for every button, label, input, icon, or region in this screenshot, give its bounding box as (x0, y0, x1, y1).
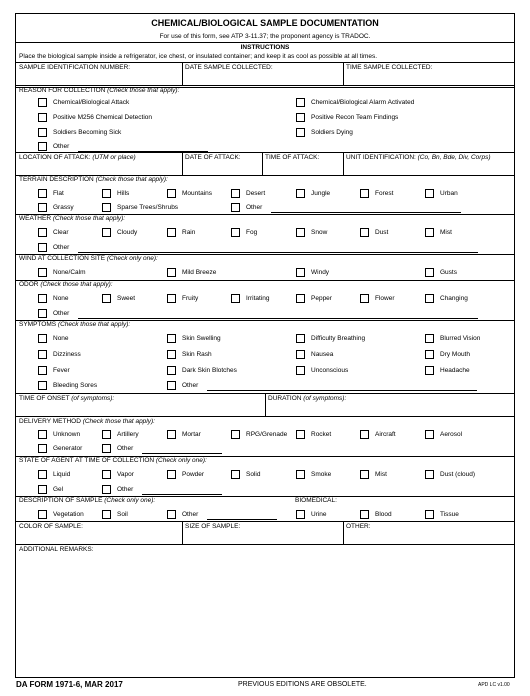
odor-irritating-label: Irritating (246, 295, 270, 302)
duration-label: DURATION (of symptoms): (268, 395, 347, 402)
reason-positive-recon-team-findings-checkbox[interactable] (296, 113, 305, 122)
symptoms-unconscious-checkbox[interactable] (296, 366, 305, 375)
state-mist-checkbox[interactable] (360, 470, 369, 479)
symptoms-unconscious-label: Unconscious (311, 367, 349, 374)
description-vegetation-checkbox[interactable] (38, 510, 47, 519)
time-onset-label: TIME OF ONSET (of symptoms): (19, 395, 115, 402)
reason-positive-m256-chemical-detection-checkbox[interactable] (38, 113, 47, 122)
odor-changing-label: Changing (440, 295, 468, 302)
odor-sweet-checkbox[interactable] (102, 294, 111, 303)
symptoms-blurred-vision-label: Blurred Vision (440, 335, 481, 342)
delivery-unknown-checkbox[interactable] (38, 430, 47, 439)
description-section-label: DESCRIPTION OF SAMPLE (Check only one): (19, 497, 156, 504)
delivery-rocket-label: Rocket (311, 431, 332, 438)
delivery-artillery-checkbox[interactable] (102, 430, 111, 439)
state-gel-label: Gel (53, 486, 64, 493)
state-other-checkbox[interactable] (102, 485, 111, 494)
weather-other-label: Other (53, 244, 70, 251)
color-sample-label: COLOR OF SAMPLE: (19, 523, 83, 530)
terrain-forest-label: Forest (375, 190, 394, 197)
symptoms-none-label: None (53, 335, 69, 342)
odor-flower-label: Flower (375, 295, 395, 302)
reason-positive-m256-chemical-detection-label: Positive M256 Chemical Detection (53, 114, 152, 121)
biomedical-urine-label: Urine (311, 511, 327, 518)
state-liquid-checkbox[interactable] (38, 470, 47, 479)
state-other-label: Other (117, 486, 134, 493)
odor-pepper-label: Pepper (311, 295, 332, 302)
reason-soldiers-becoming-sick-label: Soldiers Becoming Sick (53, 129, 122, 136)
delivery-generator-label: Generator (53, 445, 83, 452)
reason-soldiers-dying-checkbox[interactable] (296, 128, 305, 137)
size-sample-label: SIZE OF SAMPLE: (185, 523, 241, 530)
state-dust-cloud-label: Dust (cloud) (440, 471, 476, 478)
terrain-urban-label: Urban (440, 190, 458, 197)
terrain-desert-checkbox[interactable] (231, 189, 240, 198)
terrain-mountains-label: Mountains (182, 190, 212, 197)
description-other-checkbox[interactable] (167, 510, 176, 519)
terrain-section-label: TERRAIN DESCRIPTION (Check those that apply): (19, 176, 168, 183)
odor-other-line[interactable] (78, 318, 478, 319)
wind-gusts-label: Gusts (440, 269, 457, 276)
terrain-flat-checkbox[interactable] (38, 189, 47, 198)
wind-windy-checkbox[interactable] (296, 268, 305, 277)
symptoms-difficulty-breathing-label: Difficulty Breathing (311, 335, 366, 342)
terrain-jungle-label: Jungle (311, 190, 331, 197)
odor-fruity-label: Fruity (182, 295, 199, 302)
reason-other-checkbox[interactable] (38, 142, 47, 151)
delivery-mortar-label: Mortar (182, 431, 201, 438)
state-mist-label: Mist (375, 471, 387, 478)
weather-clear-label: Clear (53, 229, 69, 236)
other-label: OTHER: (346, 523, 371, 530)
wind-section-label: WIND AT COLLECTION SITE (Check only one): (19, 255, 158, 262)
symptoms-dizziness-checkbox[interactable] (38, 350, 47, 359)
terrain-other-checkbox[interactable] (231, 203, 240, 212)
terrain-jungle-checkbox[interactable] (296, 189, 305, 198)
symptoms-dry-mouth-checkbox[interactable] (425, 350, 434, 359)
weather-rain-checkbox[interactable] (167, 228, 176, 237)
symptoms-headache-checkbox[interactable] (425, 366, 434, 375)
delivery-aircraft-label: Aircraft (375, 431, 396, 438)
instructions-text: Place the biological sample inside a refrigerator, ice chest, or insulated container; and keep it as cool as possible at all times. (19, 53, 378, 60)
biomedical-label: BIOMEDICAL: (295, 497, 337, 504)
terrain-grassy-label: Grassy (53, 204, 74, 211)
symptoms-nausea-label: Nausea (311, 351, 334, 358)
symptoms-other-checkbox[interactable] (167, 381, 176, 390)
symptoms-skin-rash-checkbox[interactable] (167, 350, 176, 359)
odor-pepper-checkbox[interactable] (296, 294, 305, 303)
symptoms-skin-swelling-label: Skin Swelling (182, 335, 221, 342)
description-soil-checkbox[interactable] (102, 510, 111, 519)
weather-fog-label: Fog (246, 229, 258, 236)
delivery-rocket-checkbox[interactable] (296, 430, 305, 439)
biomedical-tissue-checkbox[interactable] (425, 510, 434, 519)
symptoms-section-label: SYMPTOMS (Check those that apply): (19, 321, 131, 328)
form-subtitle: For use of this form, see ATP 3-11.37; the proponent agency is TRADOC. (159, 33, 371, 40)
description-vegetation-label: Vegetation (53, 511, 84, 518)
symptoms-skin-swelling-checkbox[interactable] (167, 334, 176, 343)
reason-other-label: Other (53, 143, 70, 150)
symptoms-dark-skin-blotches-label: Dark Skin Blotches (182, 367, 237, 374)
delivery-aerosol-label: Aerosol (440, 431, 463, 438)
time-attack-label: TIME OF ATTACK: (265, 154, 320, 161)
wind-mild-breeze-checkbox[interactable] (167, 268, 176, 277)
terrain-desert-label: Desert (246, 190, 266, 197)
odor-other-label: Other (53, 310, 70, 317)
terrain-urban-checkbox[interactable] (425, 189, 434, 198)
weather-dust-label: Dust (375, 229, 389, 236)
terrain-flat-label: Flat (53, 190, 64, 197)
symptoms-difficulty-breathing-checkbox[interactable] (296, 334, 305, 343)
weather-other-line[interactable] (78, 252, 478, 253)
symptoms-dark-skin-blotches-checkbox[interactable] (167, 366, 176, 375)
terrain-hills-label: Hills (117, 190, 130, 197)
state-other-line[interactable] (142, 494, 222, 495)
symptoms-dizziness-label: Dizziness (53, 351, 81, 358)
terrain-hills-checkbox[interactable] (102, 189, 111, 198)
sample-id-label: SAMPLE IDENTIFICATION NUMBER: (19, 64, 131, 71)
odor-fruity-checkbox[interactable] (167, 294, 176, 303)
biomedical-urine-checkbox[interactable] (296, 510, 305, 519)
weather-cloudy-label: Cloudy (117, 229, 138, 236)
instructions-heading: INSTRUCTIONS (240, 44, 290, 51)
state-vapor-label: Vapor (117, 471, 134, 478)
terrain-other-line[interactable] (271, 212, 461, 213)
state-powder-checkbox[interactable] (167, 470, 176, 479)
state-powder-label: Powder (182, 471, 205, 478)
symptoms-bleeding-sores-label: Bleeding Sores (53, 382, 98, 389)
odor-none-label: None (53, 295, 69, 302)
terrain-grassy-checkbox[interactable] (38, 203, 47, 212)
reason-chemical-biological-attack-label: Chemical/Biological Attack (53, 99, 130, 106)
form-id: DA FORM 1971-6, MAR 2017 (16, 680, 123, 689)
state-smoke-label: Smoke (311, 471, 332, 478)
symptoms-fever-label: Fever (53, 367, 70, 374)
symptoms-fever-checkbox[interactable] (38, 366, 47, 375)
state-gel-checkbox[interactable] (38, 485, 47, 494)
terrain-forest-checkbox[interactable] (360, 189, 369, 198)
weather-mist-checkbox[interactable] (425, 228, 434, 237)
delivery-other-checkbox[interactable] (102, 444, 111, 453)
terrain-other-label: Other (246, 204, 263, 211)
odor-none-checkbox[interactable] (38, 294, 47, 303)
weather-dust-checkbox[interactable] (360, 228, 369, 237)
odor-changing-checkbox[interactable] (425, 294, 434, 303)
sample-documentation-form (15, 13, 515, 678)
delivery-unknown-label: Unknown (53, 431, 81, 438)
delivery-section-label: DELIVERY METHOD (Check those that apply): (19, 418, 155, 425)
description-soil-label: Soil (117, 511, 128, 518)
weather-snow-checkbox[interactable] (296, 228, 305, 237)
delivery-rpg-grenade-label: RPG/Grenade (246, 431, 288, 438)
weather-rain-label: Rain (182, 229, 196, 236)
delivery-rpg-grenade-checkbox[interactable] (231, 430, 240, 439)
terrain-mountains-checkbox[interactable] (167, 189, 176, 198)
symptoms-other-label: Other (182, 382, 199, 389)
symptoms-dry-mouth-label: Dry Mouth (440, 351, 470, 358)
weather-section-label: WEATHER (Check those that apply): (19, 215, 126, 222)
weather-fog-checkbox[interactable] (231, 228, 240, 237)
symptoms-nausea-checkbox[interactable] (296, 350, 305, 359)
reason-chemical-biological-alarm-activated-label: Chemical/Biological Alarm Activated (311, 99, 415, 106)
symptoms-skin-rash-label: Skin Rash (182, 351, 212, 358)
state-dust-cloud-checkbox[interactable] (425, 470, 434, 479)
description-other-line[interactable] (207, 519, 277, 520)
reason-soldiers-becoming-sick-checkbox[interactable] (38, 128, 47, 137)
wind-gusts-checkbox[interactable] (425, 268, 434, 277)
weather-mist-label: Mist (440, 229, 452, 236)
time-collected-label: TIME SAMPLE COLLECTED: (346, 64, 433, 71)
form-title: CHEMICAL/BIOLOGICAL SAMPLE DOCUMENTATION (151, 18, 379, 28)
biomedical-blood-checkbox[interactable] (360, 510, 369, 519)
reason-positive-recon-team-findings-label: Positive Recon Team Findings (311, 114, 399, 121)
state-vapor-checkbox[interactable] (102, 470, 111, 479)
version-label: APD LC v1.00 (478, 682, 510, 688)
wind-mild-breeze-label: Mild Breeze (182, 269, 217, 276)
state-solid-label: Solid (246, 471, 261, 478)
unit-id-label: UNIT IDENTIFICATION: (Co, Bn, Bde, Div, Corps) (346, 154, 491, 161)
symptoms-bleeding-sores-checkbox[interactable] (38, 381, 47, 390)
odor-other-checkbox[interactable] (38, 309, 47, 318)
terrain-sparse-trees-shrubs-label: Sparse Trees/Shrubs (117, 204, 179, 211)
reason-section-label: REASON FOR COLLECTION (Check those that apply): (19, 87, 180, 94)
state-smoke-checkbox[interactable] (296, 470, 305, 479)
reason-chemical-biological-alarm-activated-checkbox[interactable] (296, 98, 305, 107)
symptoms-other-line[interactable] (207, 390, 477, 391)
delivery-other-line[interactable] (142, 453, 222, 454)
delivery-aircraft-checkbox[interactable] (360, 430, 369, 439)
symptoms-none-checkbox[interactable] (38, 334, 47, 343)
weather-other-checkbox[interactable] (38, 243, 47, 252)
date-collected-label: DATE SAMPLE COLLECTED: (185, 64, 273, 71)
delivery-mortar-checkbox[interactable] (167, 430, 176, 439)
state-section-label: STATE OF AGENT AT TIME OF COLLECTION (Check only one): (19, 457, 207, 464)
terrain-sparse-trees-shrubs-checkbox[interactable] (102, 203, 111, 212)
delivery-artillery-label: Artillery (117, 431, 139, 438)
weather-snow-label: Snow (311, 229, 328, 236)
remarks-label: ADDITIONAL REMARKS: (19, 546, 94, 553)
weather-clear-checkbox[interactable] (38, 228, 47, 237)
obsolete-notice: PREVIOUS EDITIONS ARE OBSOLETE. (238, 681, 367, 688)
reason-other-line[interactable] (78, 151, 208, 152)
delivery-other-label: Other (117, 445, 134, 452)
odor-flower-checkbox[interactable] (360, 294, 369, 303)
biomedical-blood-label: Blood (375, 511, 392, 518)
odor-sweet-label: Sweet (117, 295, 136, 302)
delivery-aerosol-checkbox[interactable] (425, 430, 434, 439)
wind-windy-label: Windy (311, 269, 330, 276)
state-liquid-label: Liquid (53, 471, 71, 478)
delivery-generator-checkbox[interactable] (38, 444, 47, 453)
wind-none-calm-checkbox[interactable] (38, 268, 47, 277)
weather-cloudy-checkbox[interactable] (102, 228, 111, 237)
reason-soldiers-dying-label: Soldiers Dying (311, 129, 353, 136)
location-attack-label: LOCATION OF ATTACK: (UTM or place) (19, 154, 136, 161)
symptoms-blurred-vision-checkbox[interactable] (425, 334, 434, 343)
description-other-label: Other (182, 511, 199, 518)
wind-none-calm-label: None/Calm (53, 269, 86, 276)
odor-section-label: ODOR (Check those that apply): (19, 281, 113, 288)
reason-chemical-biological-attack-checkbox[interactable] (38, 98, 47, 107)
date-attack-label: DATE OF ATTACK: (185, 154, 241, 161)
biomedical-tissue-label: Tissue (440, 511, 459, 518)
odor-irritating-checkbox[interactable] (231, 294, 240, 303)
symptoms-headache-label: Headache (440, 367, 470, 374)
state-solid-checkbox[interactable] (231, 470, 240, 479)
